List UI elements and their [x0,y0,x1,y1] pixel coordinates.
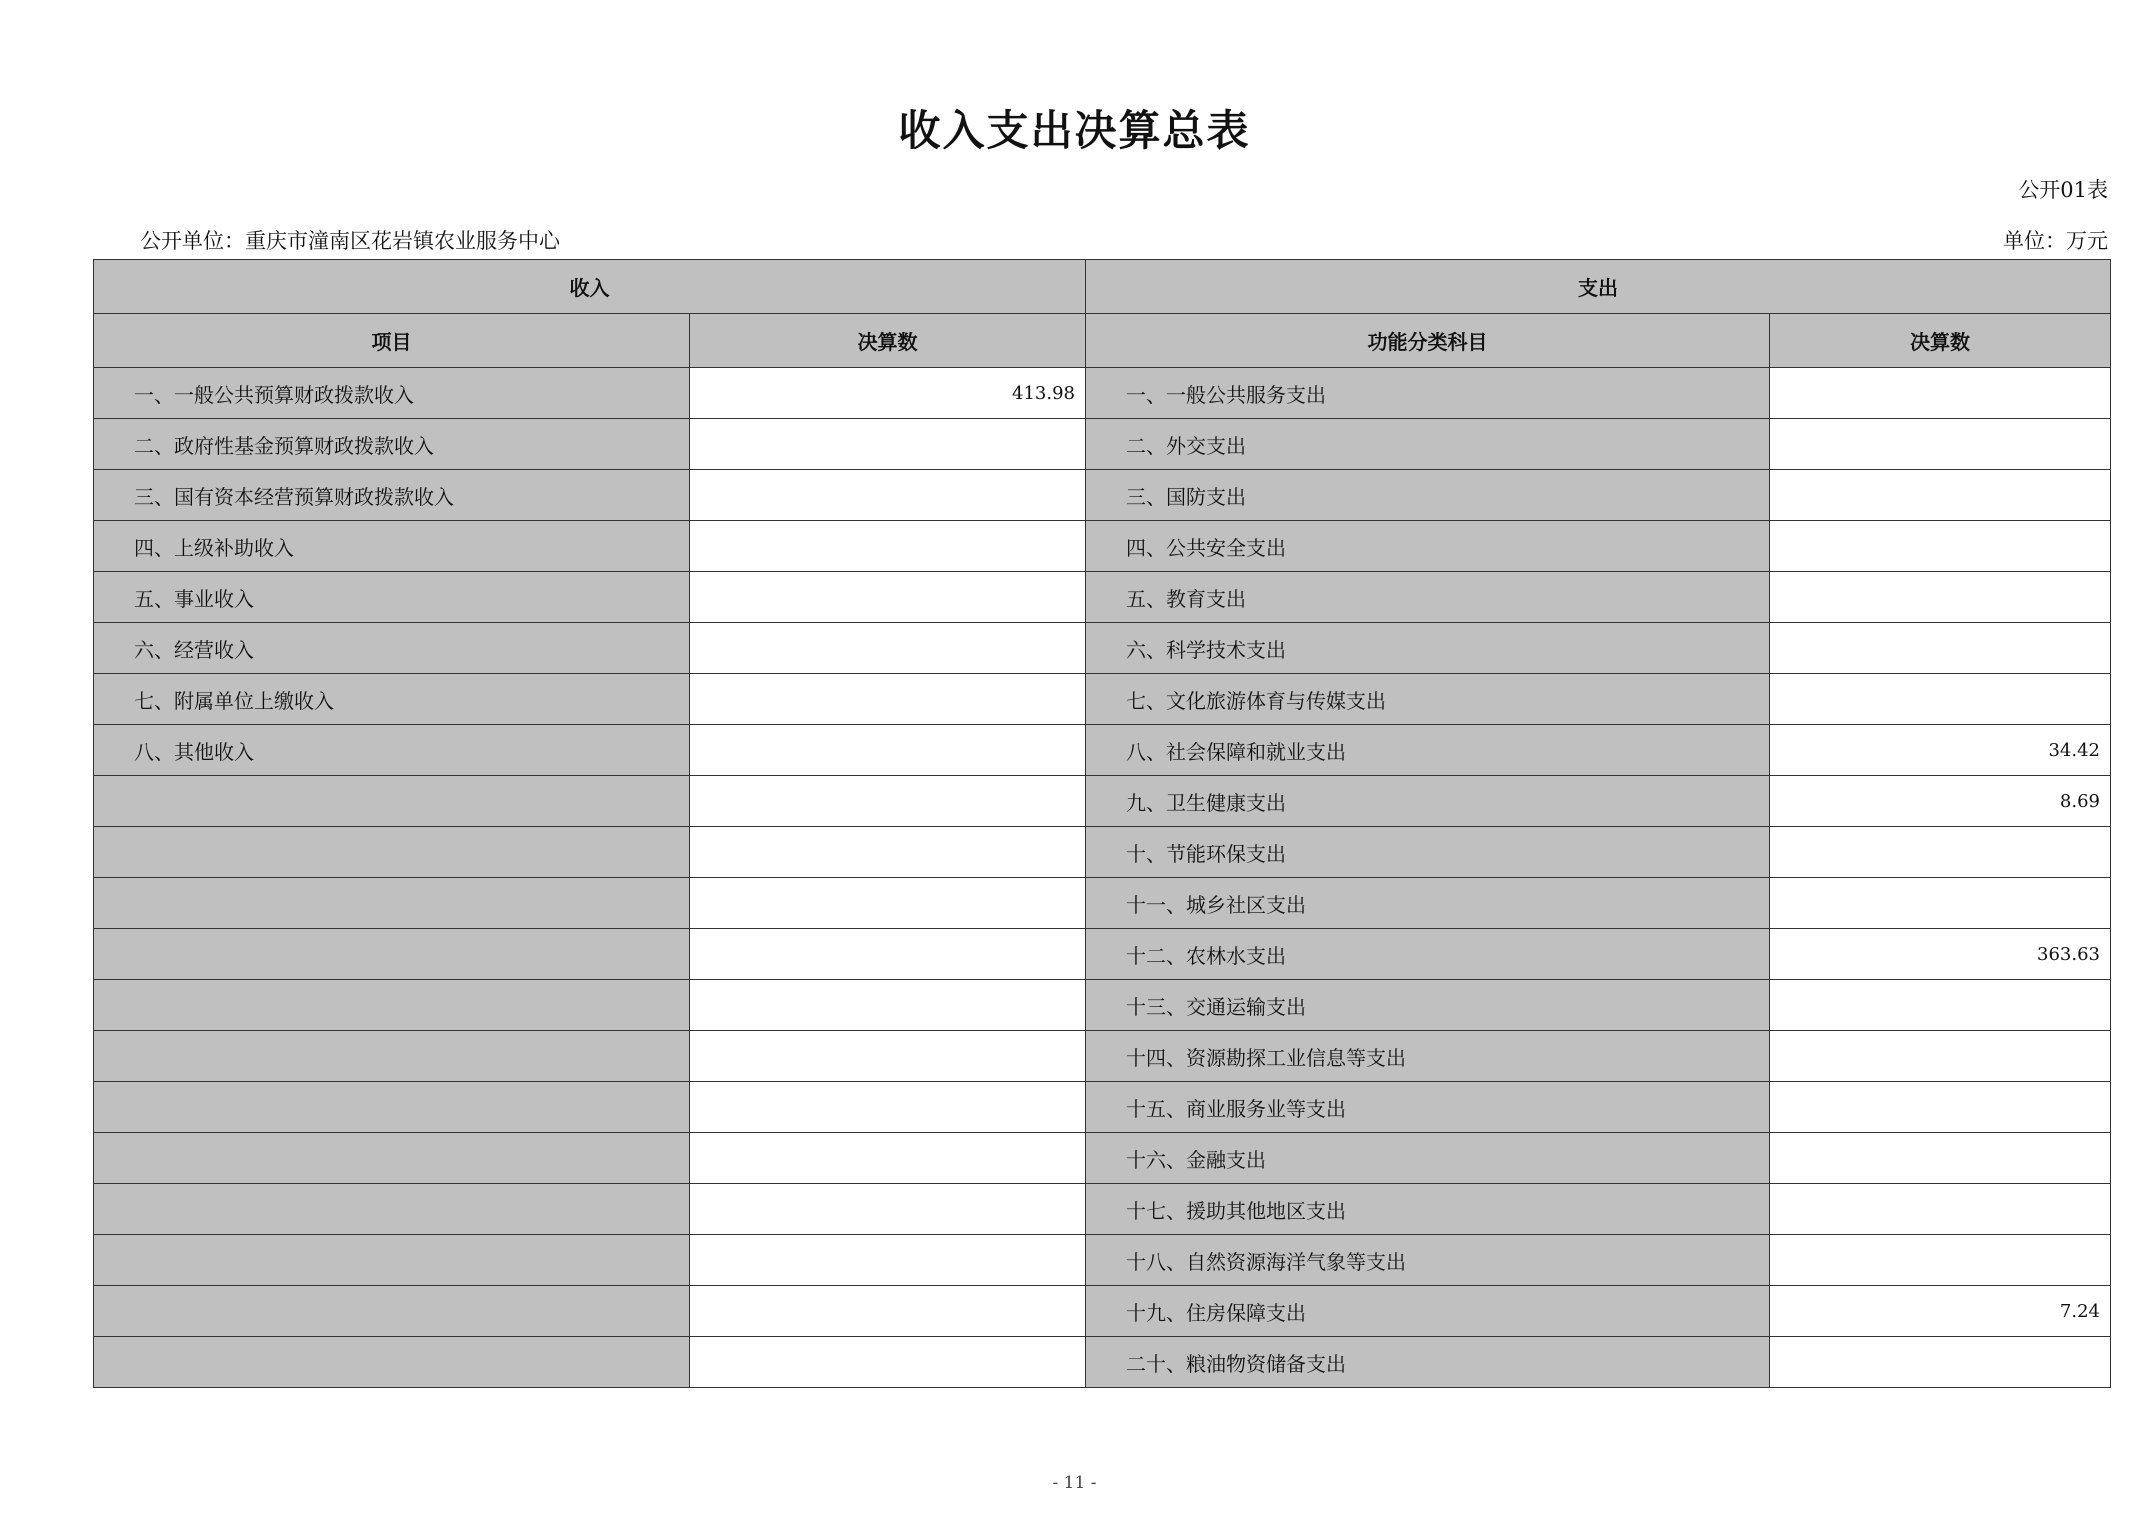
income-item-cell [94,1235,690,1286]
column-header-row [94,314,2111,368]
table-row [94,980,2111,1031]
income-item-cell [94,929,690,980]
expense-item-cell: 十五、商业服务业等支出 [1086,1082,1770,1133]
expense-item-cell: 六、科学技术支出 [1086,623,1770,674]
income-amount-cell [690,878,1086,929]
income-item-cell [94,1337,690,1388]
income-amount-cell [690,1082,1086,1133]
expense-amount-cell: 34.42 [1770,725,2111,776]
page-number: - 11 - [1052,1473,1097,1493]
table-row [94,470,2111,521]
expense-amount-cell [1770,368,2111,419]
expense-item-cell: 五、教育支出 [1086,572,1770,623]
table-row [94,1133,2111,1184]
table-row [94,1235,2111,1286]
expense-item-cell: 十七、援助其他地区支出 [1086,1184,1770,1235]
expense-amount-cell [1770,827,2111,878]
expense-item-cell: 十三、交通运输支出 [1086,980,1770,1031]
income-section-header: 收入 [94,260,1086,314]
table-row [94,1031,2111,1082]
income-item-cell [94,980,690,1031]
income-item-cell: 六、经营收入 [94,623,690,674]
income-amount-cell [690,521,1086,572]
income-amount-cell [690,929,1086,980]
income-amount-cell: 413.98 [690,368,1086,419]
expense-amount-cell [1770,878,2111,929]
expense-item-cell: 十九、住房保障支出 [1086,1286,1770,1337]
income-item-cell [94,776,690,827]
expense-amount-cell: 7.24 [1770,1286,2111,1337]
income-amount-cell [690,827,1086,878]
table-row [94,368,2111,419]
income-amount-cell [690,980,1086,1031]
income-item-cell [94,1082,690,1133]
income-item-cell: 三、国有资本经营预算财政拨款收入 [94,470,690,521]
expense-amount-cell [1770,572,2111,623]
expense-item-cell: 四、公共安全支出 [1086,521,1770,572]
income-item-cell [94,1286,690,1337]
income-amount-cell [690,1235,1086,1286]
income-amount-cell [690,725,1086,776]
expense-item-cell: 十、节能环保支出 [1086,827,1770,878]
table-row [94,1184,2111,1235]
expense-amount-cell [1770,1031,2111,1082]
income-amount-cell [690,1184,1086,1235]
income-amount-cell [690,1337,1086,1388]
table-row [94,1082,2111,1133]
expense-amount-cell [1770,470,2111,521]
income-item-cell: 八、其他收入 [94,725,690,776]
table-row [94,878,2111,929]
expense-item-cell: 十四、资源勘探工业信息等支出 [1086,1031,1770,1082]
expense-amount-cell [1770,521,2111,572]
expense-item-cell: 十二、农林水支出 [1086,929,1770,980]
expense-item-cell: 十八、自然资源海洋气象等支出 [1086,1235,1770,1286]
income-amount-cell [690,776,1086,827]
expense-item-cell: 七、文化旅游体育与传媒支出 [1086,674,1770,725]
income-amount-cell [690,1031,1086,1082]
expense-amount-cell [1770,1184,2111,1235]
expense-amount-cell [1770,419,2111,470]
expense-amount-cell [1770,980,2111,1031]
column-header-expense-amount: 决算数 [1770,314,2111,368]
income-item-cell [94,1184,690,1235]
expense-item-cell: 八、社会保障和就业支出 [1086,725,1770,776]
table-row [94,1286,2111,1337]
expense-item-cell: 九、卫生健康支出 [1086,776,1770,827]
expense-amount-cell: 8.69 [1770,776,2111,827]
table-row [94,776,2111,827]
expense-amount-cell [1770,1082,2111,1133]
income-amount-cell [690,572,1086,623]
expense-item-cell: 二、外交支出 [1086,419,1770,470]
table-row [94,419,2111,470]
income-item-cell: 二、政府性基金预算财政拨款收入 [94,419,690,470]
reporting-unit: 公开单位：重庆市潼南区花岩镇农业服务中心 [140,229,560,253]
form-code: 公开01表 [2018,178,2108,202]
income-item-cell [94,1031,690,1082]
income-amount-cell [690,419,1086,470]
page-title: 收入支出决算总表 [898,106,1251,155]
income-item-cell: 四、上级补助收入 [94,521,690,572]
table-row [94,674,2111,725]
income-amount-cell [690,470,1086,521]
expense-item-cell: 二十、粮油物资储备支出 [1086,1337,1770,1388]
income-amount-cell [690,674,1086,725]
table-row [94,572,2111,623]
column-header-function: 功能分类科目 [1086,314,1770,368]
income-amount-cell [690,623,1086,674]
income-expense-table [93,259,2111,1388]
section-header-row [94,260,2111,314]
income-item-cell [94,1133,690,1184]
table-row [94,521,2111,572]
income-item-cell: 一、一般公共预算财政拨款收入 [94,368,690,419]
expense-amount-cell [1770,674,2111,725]
income-item-cell [94,878,690,929]
expense-amount-cell [1770,1133,2111,1184]
table-row [94,929,2111,980]
table-row [94,827,2111,878]
table-row [94,623,2111,674]
table-row [94,1337,2111,1388]
expense-amount-cell [1770,1337,2111,1388]
income-item-cell [94,827,690,878]
expense-item-cell: 三、国防支出 [1086,470,1770,521]
income-item-cell: 五、事业收入 [94,572,690,623]
expense-item-cell: 十一、城乡社区支出 [1086,878,1770,929]
table-row [94,725,2111,776]
currency-unit: 单位：万元 [2003,229,2108,253]
expense-item-cell: 一、一般公共服务支出 [1086,368,1770,419]
expense-section-header: 支出 [1086,260,2111,314]
column-header-income-amount: 决算数 [690,314,1086,368]
expense-amount-cell [1770,623,2111,674]
expense-item-cell: 十六、金融支出 [1086,1133,1770,1184]
income-amount-cell [690,1286,1086,1337]
column-header-item: 项目 [94,314,690,368]
expense-amount-cell: 363.63 [1770,929,2111,980]
income-amount-cell [690,1133,1086,1184]
expense-amount-cell [1770,1235,2111,1286]
income-item-cell: 七、附属单位上缴收入 [94,674,690,725]
